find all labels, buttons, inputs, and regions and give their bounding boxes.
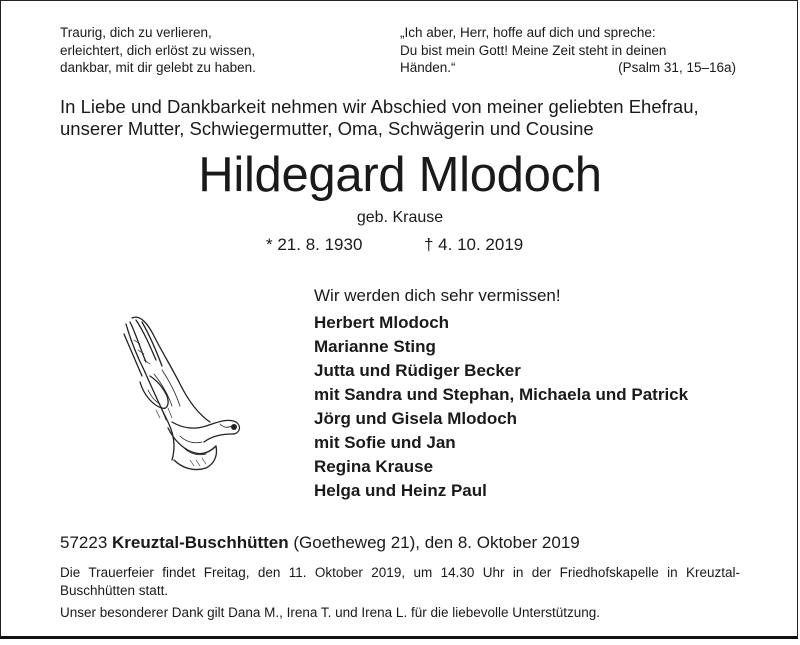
praying-hands-icon	[110, 310, 250, 480]
mourners-list	[314, 311, 688, 503]
birth-date: * 21. 8. 1930	[266, 235, 363, 254]
intro-line: In Liebe und Dankbarkeit nehmen wir Abschied von meiner geliebten Ehefrau,	[60, 96, 699, 117]
mourner-name: Regina Krause	[314, 457, 434, 476]
mourner-name: Jutta und Rüdiger Becker	[314, 361, 521, 380]
poem-left-line: dankbar, mit dir gelebt zu haben.	[60, 60, 256, 75]
address-line	[60, 532, 580, 554]
intro-text	[60, 96, 760, 140]
poem-left-line: Traurig, dich zu verlieren,	[60, 25, 212, 40]
funeral-note: Die Trauerfeier findet Freitag, den 11. Oktober 2019, um 14.30 Uhr in der Friedhofskapelle in Kreuztal-Buschhütten statt.	[60, 565, 740, 598]
mourner-name: mit Sandra und Stephan, Michaela und Patrick	[314, 385, 689, 404]
bible-quote-line: „Ich aber, Herr, hoffe auf dich und spreche:	[400, 25, 656, 40]
poem-left-line: erleichtert, dich erlöst zu wissen,	[60, 42, 256, 58]
postcode: 57223	[60, 533, 108, 552]
intro-line: unserer Mutter, Schwiegermutter, Oma, Schwägerin und Cousine	[60, 118, 594, 139]
address-details: (Goetheweg 21), den 8. Oktober 2019	[293, 533, 580, 552]
bible-quote-line: Du bist mein Gott! Meine Zeit steht in deinen	[400, 42, 667, 58]
thanks-note: Unser besonderer Dank gilt Dana M., Irena T. und Irena L. für die liebevolle Unterstützung.	[60, 605, 601, 620]
mourners-heading: Wir werden dich sehr vermissen!	[314, 286, 561, 305]
mourner-name: Herbert Mlodoch	[314, 313, 450, 332]
mourner-name: Helga und Heinz Paul	[314, 481, 487, 500]
bible-quote-line: Händen.“	[400, 60, 456, 75]
maiden-name: geb. Krause	[356, 209, 444, 226]
mourner-name: Marianne Sting	[314, 337, 436, 356]
death-date: † 4. 10. 2019	[424, 235, 524, 254]
mourner-name: Jörg und Gisela Mlodoch	[314, 409, 518, 428]
mourner-name: mit Sofie und Jan	[314, 433, 456, 452]
poem-left	[60, 24, 360, 77]
town-name: Kreuztal-Buschhütten	[112, 533, 289, 552]
deceased-name: Hildegard Mlodoch	[198, 148, 602, 202]
bible-quote	[400, 24, 740, 77]
psalm-reference: (Psalm 31, 15–16a)	[618, 60, 736, 75]
